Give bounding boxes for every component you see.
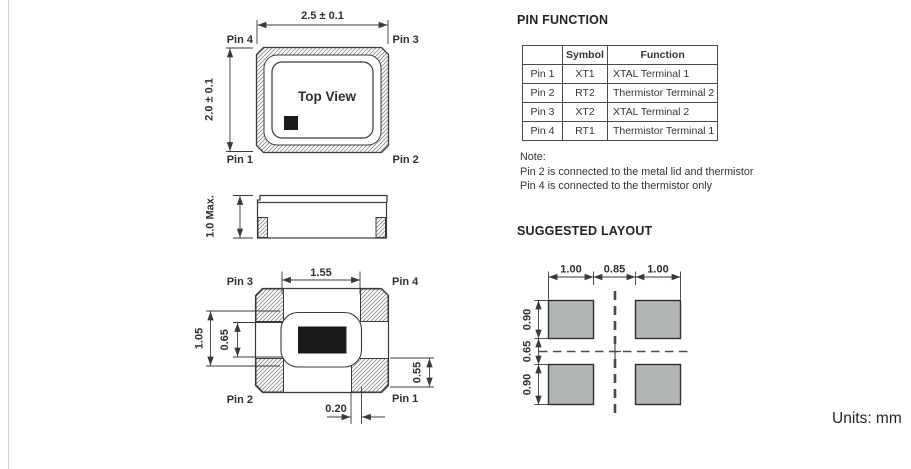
pin-label-bv-1: Pin 1 bbox=[392, 393, 419, 405]
layout-dim-pad-width-right: 1.00 bbox=[647, 263, 669, 276]
suggested-layout-heading: SUGGESTED LAYOUT bbox=[517, 224, 653, 238]
note-line-1: Pin 2 is connected to the metal lid and thermistor bbox=[520, 165, 754, 178]
cell-function: Thermistor Terminal 2 bbox=[607, 84, 717, 103]
pin-label-tv-2: Pin 2 bbox=[392, 154, 419, 166]
pin-label-tv-1: Pin 1 bbox=[226, 154, 253, 166]
pin-label-bv-4: Pin 4 bbox=[392, 276, 419, 288]
bottom-pad-pin4 bbox=[361, 289, 389, 322]
pin-label-bv-2: Pin 2 bbox=[226, 394, 253, 406]
header-pin bbox=[523, 46, 563, 65]
note bbox=[520, 151, 753, 194]
bottom-dim-0-65-label: 0.65 bbox=[218, 329, 231, 351]
top-view-height-dimension bbox=[226, 48, 253, 152]
cell-symbol: XT1 bbox=[563, 65, 608, 84]
cell-function: Thermistor Terminal 1 bbox=[607, 122, 717, 141]
top-view-height-dim-label: 2.0 ± 0.1 bbox=[203, 78, 216, 121]
top-view-label: Top View bbox=[297, 89, 357, 104]
bottom-dim-1-05-label: 1.05 bbox=[193, 327, 206, 350]
header-function: Function bbox=[607, 46, 717, 65]
layout-height-dimension bbox=[535, 301, 549, 405]
cell-pin: Pin 2 bbox=[523, 84, 563, 103]
side-view-pad-left bbox=[258, 218, 268, 238]
layout-dim-pad-width-left: 1.00 bbox=[560, 263, 582, 276]
layout-pad-top-right bbox=[636, 301, 681, 339]
cell-symbol: XT2 bbox=[563, 103, 608, 122]
pin-function-heading: PIN FUNCTION bbox=[517, 13, 609, 27]
bottom-view-drawing bbox=[194, 267, 435, 424]
layout-pad-bottom-left bbox=[549, 365, 594, 405]
bottom-dim-1-55-label: 1.55 bbox=[310, 267, 332, 279]
cell-pin: Pin 1 bbox=[523, 65, 563, 84]
layout-dim-pad-height-top: 0.90 bbox=[521, 308, 534, 331]
layout-dim-pad-height-bottom: 0.90 bbox=[521, 373, 534, 396]
crystal-blank bbox=[298, 327, 347, 354]
pin-function-table bbox=[522, 45, 718, 141]
note-label: Note: bbox=[520, 151, 546, 163]
side-view-drawing bbox=[205, 195, 388, 238]
top-view-width-dimension bbox=[257, 20, 388, 44]
pin-label-tv-3: Pin 3 bbox=[392, 34, 419, 46]
units-label: Units: mm bbox=[832, 410, 902, 427]
cell-symbol: RT1 bbox=[563, 122, 608, 141]
pin-function-table-wrap bbox=[522, 45, 718, 141]
cell-pin: Pin 3 bbox=[523, 103, 563, 122]
table-row bbox=[523, 84, 718, 103]
side-view-height-dim-label: 1.0 Max. bbox=[204, 195, 217, 238]
bottom-pad-pin2 bbox=[256, 359, 284, 393]
bottom-pad-pin1 bbox=[352, 359, 389, 393]
side-view-body bbox=[258, 203, 387, 239]
cell-symbol: RT2 bbox=[563, 84, 608, 103]
table-row bbox=[523, 122, 718, 141]
bottom-pad-pin3 bbox=[256, 289, 284, 322]
table-header-row bbox=[523, 46, 718, 65]
pin-label-bv-3: Pin 3 bbox=[226, 276, 253, 288]
note-line-2: Pin 4 is connected to the thermistor only bbox=[520, 180, 713, 192]
side-view-pad-right bbox=[376, 218, 386, 238]
pin1-index-marker bbox=[284, 116, 298, 130]
suggested-layout-drawing bbox=[522, 264, 691, 414]
top-view-width-dim-label: 2.5 ± 0.1 bbox=[301, 10, 344, 22]
header-symbol: Symbol bbox=[563, 46, 608, 65]
top-view-drawing bbox=[204, 10, 419, 166]
table-row bbox=[523, 65, 718, 84]
cell-function: XTAL Terminal 1 bbox=[607, 65, 717, 84]
table-row bbox=[523, 103, 718, 122]
side-view-height-dimension bbox=[233, 196, 253, 239]
layout-pad-top-left bbox=[549, 301, 594, 339]
layout-dim-gap: 0.85 bbox=[603, 263, 626, 276]
cell-pin: Pin 4 bbox=[523, 122, 563, 141]
cell-function: XTAL Terminal 2 bbox=[607, 103, 717, 122]
pin-label-tv-4: Pin 4 bbox=[226, 34, 253, 46]
side-view-lid bbox=[258, 196, 388, 203]
bottom-dim-0-55-label: 0.55 bbox=[411, 361, 424, 384]
layout-pad-bottom-right bbox=[636, 365, 681, 405]
layout-dim-row-gap: 0.65 bbox=[521, 340, 534, 363]
bottom-dim-0-20-label: 0.20 bbox=[325, 403, 347, 415]
